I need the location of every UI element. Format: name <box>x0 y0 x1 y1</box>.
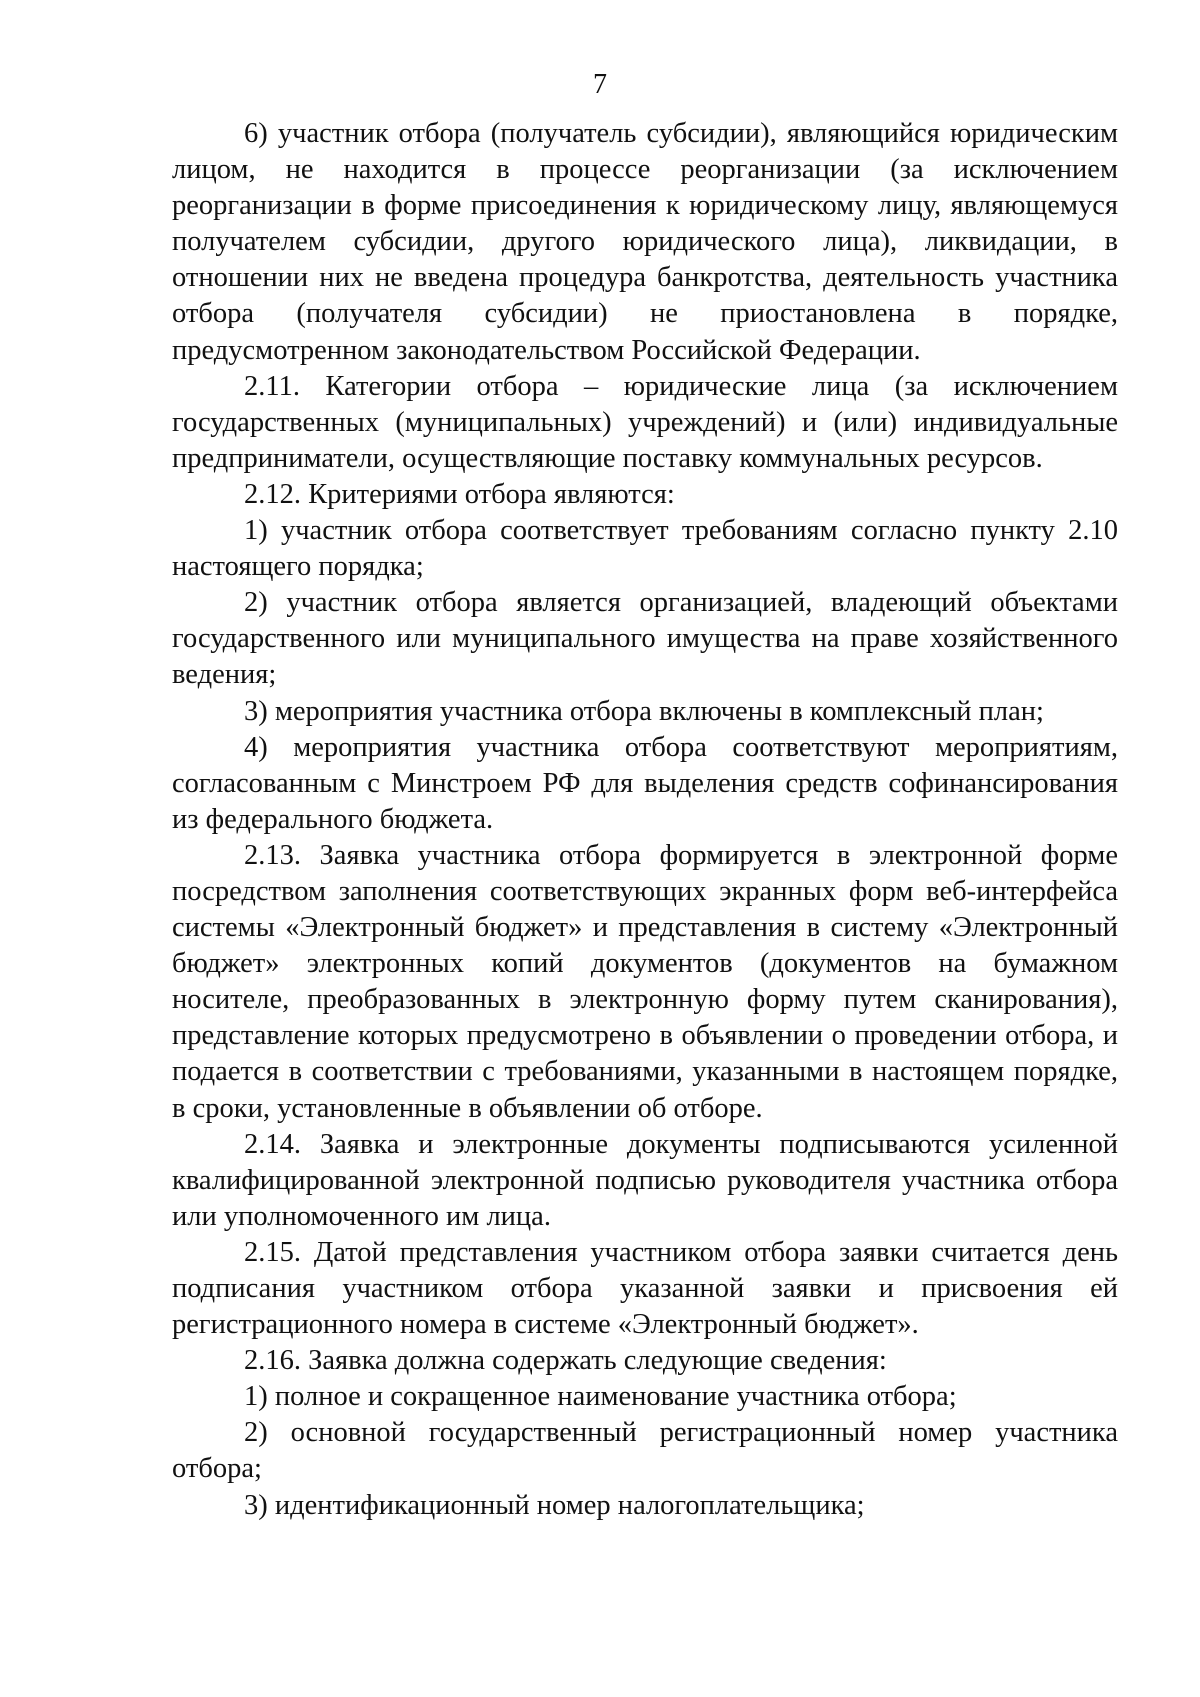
contents-item-2: 2) основной государственный регистрационный номер участника отбора; <box>172 1417 1118 1485</box>
paragraph-2-12-criteria: 2.12. Критериями отбора являются: <box>244 478 675 510</box>
criteria-item-2: 2) участник отбора является организацией, владеющий объектами государственного или муниципального имущества на праве хозяйственного ведения; <box>172 587 1118 691</box>
contents-item-1: 1) полное и сокращенное наименование участника отбора; <box>244 1381 957 1413</box>
criteria-item-4: 4) мероприятия участника отбора соответствуют мероприятиям, согласованным с Минстроем РФ для выделения средств софинансирования из федерального бюджета. <box>172 731 1118 835</box>
paragraph-2-16-contents: 2.16. Заявка должна содержать следующие сведения: <box>244 1345 887 1377</box>
paragraph-2-15-submission-date: 2.15. Датой представления участником отбора заявки считается день подписания участником отбора указанной заявки и присвоения ей регистрационного номера в системе «Электронный бюджет». <box>172 1236 1118 1341</box>
document-body <box>172 116 1118 1524</box>
paragraph-2-13-application: 2.13. Заявка участника отбора формируется в электронной форме посредством заполнения соответствующих экранных форм веб-интерфейса системы «Электронный бюджет» и представления в систему «Электронный бюджет» электронных копий документов (документов на бумажном носителе, преобразованных в электронную форму путем сканирования), представление которых предусмотрено в объявлении о проведении отбора, и подается в соответствии с требованиями, указанными в настоящем порядке, в сроки, установленные в объявлении об отборе. <box>172 839 1118 1124</box>
criteria-item-1: 1) участник отбора соответствует требованиям согласно пункту 2.10 настоящего порядка; <box>172 515 1118 583</box>
paragraph-2-11-categories: 2.11. Категории отбора – юридические лица (за исключением государственных (муниципальных) учреждений) и (или) индивидуальные предприниматели, осуществляющие поставку коммунальных ресурсов. <box>172 370 1118 474</box>
paragraph-6-reorganization: 6) участник отбора (получатель субсидии), являющийся юридическим лицом, не находится в процессе реорганизации (за исключением реорганизации в форме присоединения к юридическому лицу, являющемуся получателем субсидии, другого юридического лица), ликвидации, в отношении них не введена процедура банкротства, деятельность участника отбора (получателя субсидии) не приостановлена в порядке, предусмотренном законодательством Российской Федерации. <box>172 118 1118 366</box>
criteria-item-3: 3) мероприятия участника отбора включены в комплексный план; <box>244 695 1044 727</box>
contents-item-3: 3) идентификационный номер налогоплательщика; <box>244 1489 865 1521</box>
page-number: 7 <box>593 69 607 100</box>
paragraph-2-14-signature: 2.14. Заявка и электронные документы подписываются усиленной квалифицированной электронной подписью руководителя участника отбора или уполномоченного им лица. <box>172 1128 1118 1232</box>
